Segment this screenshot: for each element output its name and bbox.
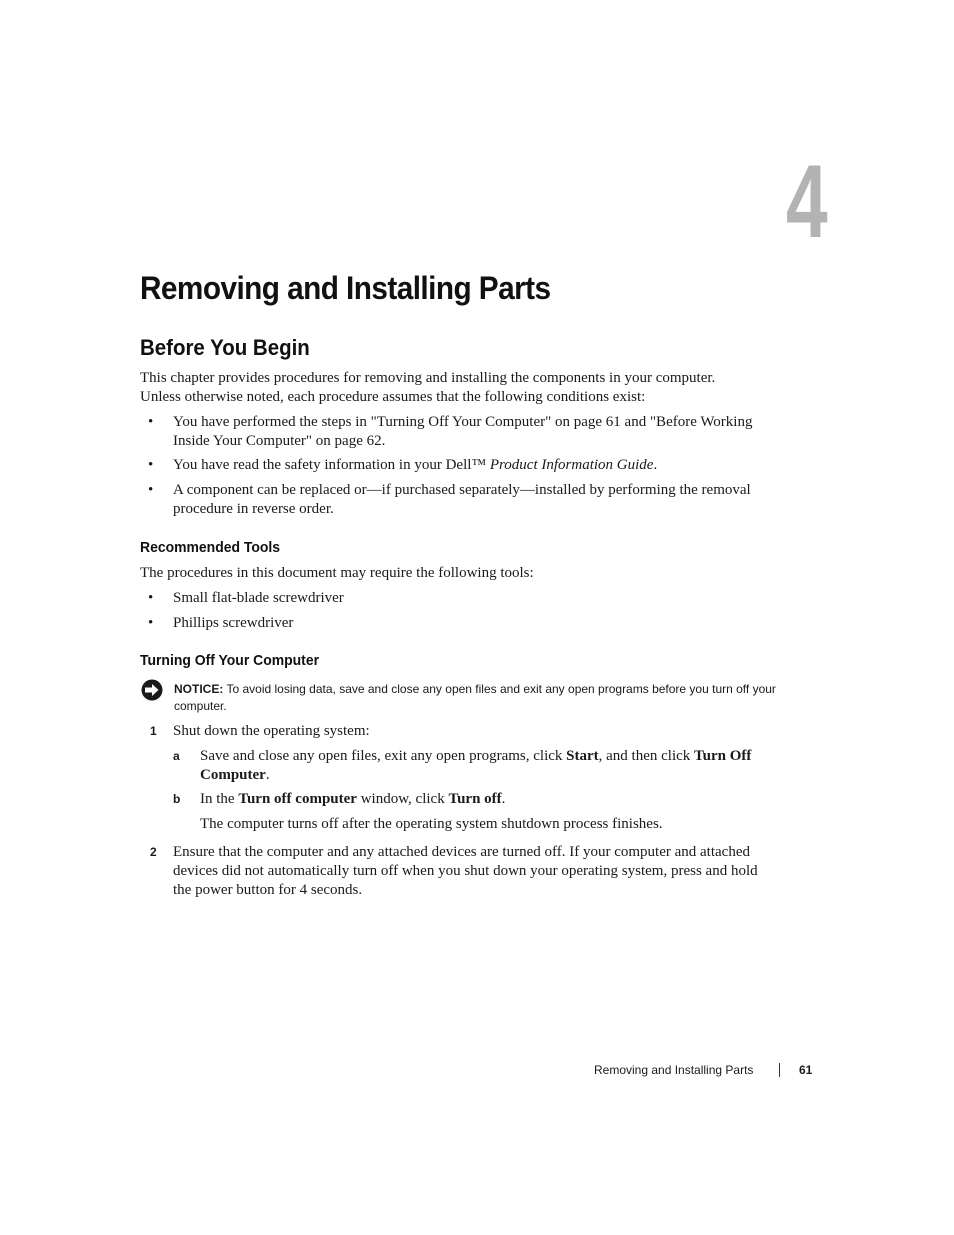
substep-a-pre: Save and close any open files, exit any open programs, click	[200, 748, 567, 764]
section-title: Before You Begin	[140, 335, 310, 360]
step-2-line-3: the power button for 4 seconds.	[173, 882, 363, 898]
tool-item: Phillips screwdriver	[173, 615, 294, 631]
substep-a-mid: , and then click	[598, 748, 695, 764]
chapter-number: 4	[786, 144, 828, 260]
tool-item: Small flat-blade screwdriver	[173, 590, 344, 606]
bullet-marker: •	[148, 615, 154, 631]
tools-intro: The procedures in this document may require the following tools:	[140, 565, 534, 581]
notice-arrow-icon	[141, 679, 163, 701]
bullet-marker: •	[148, 482, 154, 498]
footer-title: Removing and Installing Parts	[594, 1063, 754, 1077]
substep-b	[200, 790, 505, 809]
notice-label: NOTICE:	[174, 682, 224, 696]
substep-a-line-1	[200, 747, 751, 766]
notice-text: To avoid losing data, save and close any open files and exit any open programs before you turn off your computer.	[174, 682, 776, 713]
computer-label: Computer	[200, 767, 266, 783]
substep-a-line-2	[200, 766, 270, 785]
start-label: Start	[566, 748, 599, 764]
bullet-marker: •	[148, 457, 154, 473]
step-number: 1	[150, 724, 157, 738]
footer-separator	[779, 1063, 780, 1077]
bullet-1-line-2: Inside Your Computer" on page 62.	[173, 433, 386, 449]
bullet-1-line-1: You have performed the steps in "Turning Off Your Computer" on page 61 and "Before Working	[173, 414, 753, 430]
bullet-3-line-1: A component can be replaced or—if purchased separately—installed by performing the removal	[173, 482, 751, 498]
step-2-line-2: devices did not automatically turn off when you shut down your operating system, press and hold	[173, 863, 758, 879]
intro-line-1: This chapter provides procedures for removing and installing the components in your computer.	[140, 370, 716, 386]
intro-line-2: Unless otherwise noted, each procedure assumes that the following conditions exist:	[140, 389, 646, 405]
bullet-2	[173, 456, 657, 475]
step-2-line-1: Ensure that the computer and any attached devices are turned off. If your computer and attached	[173, 844, 750, 860]
substep-b-post: .	[501, 791, 506, 807]
turn-off-label: Turn Off	[694, 748, 752, 764]
bullet-3-line-2: procedure in reverse order.	[173, 501, 334, 517]
chapter-title: Removing and Installing Parts	[140, 270, 551, 306]
bullet-2-pre: You have read the safety information in your Dell™	[173, 457, 490, 473]
notice	[174, 681, 794, 715]
turnoff-title: Turning Off Your Computer	[140, 652, 320, 669]
substep-a-post: .	[265, 767, 270, 783]
step-1-text: Shut down the operating system:	[173, 723, 370, 739]
bullet-2-post: .	[653, 457, 658, 473]
substep-b-pre: In the	[200, 791, 239, 807]
turn-off-button-label: Turn off	[448, 791, 502, 807]
page-number: 61	[799, 1063, 813, 1077]
substep-b-note: The computer turns off after the operating system shutdown process finishes.	[200, 816, 663, 832]
turn-off-computer-label: Turn off computer	[238, 791, 357, 807]
bullet-marker: •	[148, 414, 154, 430]
substep-b-mid: window, click	[356, 791, 449, 807]
substep-letter: a	[173, 749, 180, 763]
substep-letter: b	[173, 792, 181, 806]
step-number: 2	[150, 845, 157, 859]
bullet-2-italic: Product Information Guide	[489, 457, 654, 473]
tools-title: Recommended Tools	[140, 539, 281, 556]
bullet-marker: •	[148, 590, 154, 606]
